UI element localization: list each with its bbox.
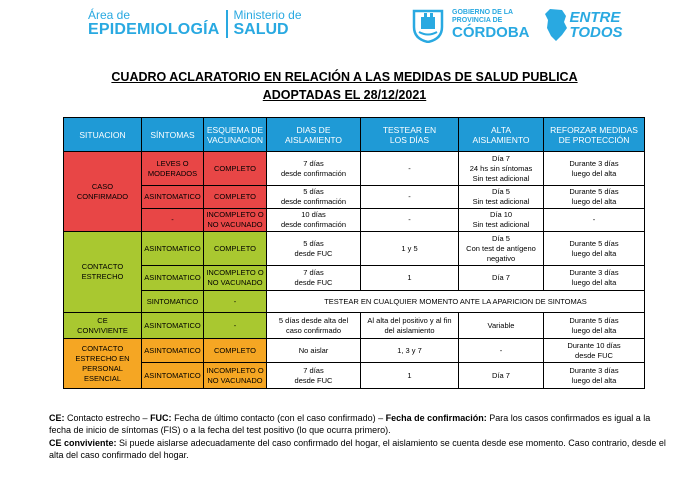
area-label: Área de — [88, 8, 131, 22]
header-dias — [267, 118, 361, 152]
esquema-l2: NO VACUNADO — [207, 375, 263, 385]
footnote-definitions — [49, 412, 669, 436]
table-row — [64, 313, 645, 339]
dias-l2: desde FUC — [294, 248, 333, 258]
conviviente-label-l1: CE — [97, 315, 108, 325]
sintomas-cell: ASINTOMATICO — [142, 232, 204, 266]
header-dias-l2: AISLAMIENTO — [285, 134, 342, 145]
ref-l2: luego del alta — [571, 325, 617, 335]
fuc-text: Fecha de último contacto (con el caso confirmado) – — [171, 413, 386, 423]
esquema-l1: INCOMPLETO O — [206, 365, 264, 375]
testear-cell: - — [361, 152, 459, 186]
table-row — [64, 339, 645, 363]
alta-l2: 24 hs sin síntomas — [469, 163, 533, 173]
alta-cell: - — [459, 339, 544, 363]
esquema-l1: INCOMPLETO O — [206, 268, 264, 277]
dias-l1: 7 días — [303, 268, 324, 277]
caso-label-l2: CONFIRMADO — [76, 191, 129, 201]
reforzar-cell — [544, 266, 645, 291]
ref-l1: Durante 3 días — [569, 268, 619, 277]
cordoba-logo — [410, 7, 623, 43]
header-testear-l2: LOS DÍAS — [389, 134, 430, 145]
sintomas-cell: ASINTOMATICO — [142, 363, 204, 389]
ref-l1: Durante 10 días — [567, 340, 621, 350]
header-dias-l1: DIAS DE — [296, 124, 331, 135]
salud-label: SALUD — [233, 21, 289, 38]
table-row — [64, 291, 645, 313]
ministerio-label: Ministerio de — [233, 8, 302, 22]
dias-cell — [267, 186, 361, 209]
situacion-personal-esencial — [64, 339, 142, 389]
alta-cell — [459, 232, 544, 266]
sintomas-cell — [142, 152, 204, 186]
alta-cell — [459, 152, 544, 186]
dias-cell — [267, 313, 361, 339]
ref-l1: Durante 5 días — [569, 187, 619, 196]
ref-l1: Durante 3 días — [569, 158, 619, 168]
testear-cell: - — [361, 186, 459, 209]
conviviente-label-l2: CONVIVIENTE — [77, 325, 128, 335]
fecha-confirmacion-label: Fecha de confirmación: — [385, 413, 487, 423]
esencial-label-l4: ESENCIAL — [83, 373, 122, 383]
alta-l2: Sin test adicional — [472, 220, 530, 229]
table-row — [64, 209, 645, 232]
testear-cell: - — [361, 209, 459, 232]
sintomas-l2: MODERADOS — [147, 168, 198, 178]
contacto-label-l2: ESTRECHO — [81, 272, 124, 281]
alta-cell — [459, 186, 544, 209]
dias-l2: desde FUC — [294, 278, 333, 287]
entre-label: ENTRE — [569, 9, 621, 26]
header-alta-l2: AISLAMIENTO — [472, 134, 530, 145]
dias-cell — [267, 363, 361, 389]
dias-l1: 5 días — [303, 238, 324, 248]
alta-cell: Variable — [459, 313, 544, 339]
esquema-l1: INCOMPLETO O — [206, 210, 264, 219]
epidemiologia-logo — [88, 9, 302, 38]
esquema-cell — [204, 266, 267, 291]
alta-l1: Día 5 — [492, 187, 510, 196]
header-testear-l1: TESTEAR EN — [382, 124, 437, 135]
table-row — [64, 152, 645, 186]
alta-cell — [459, 209, 544, 232]
dias-l1: 5 días — [303, 187, 324, 196]
caso-label-l1: CASO — [91, 181, 114, 191]
dias-l1: 7 días — [303, 158, 324, 168]
dias-l2: desde confirmación — [280, 220, 347, 229]
esquema-cell: COMPLETO — [204, 232, 267, 266]
ref-l2: luego del alta — [571, 248, 617, 258]
situacion-caso-confirmado — [64, 152, 142, 232]
ref-l2: luego del alta — [571, 168, 617, 178]
esencial-label-l3: PERSONAL — [82, 363, 123, 373]
gobierno-label: GOBIERNO DE LA — [452, 9, 514, 16]
header-alta-l1: ALTA — [491, 124, 511, 135]
sintomas-cell: ASINTOMATICO — [142, 313, 204, 339]
ref-l2: desde FUC — [575, 350, 613, 360]
ref-l1: Durante 3 días — [569, 365, 619, 375]
testear-l1: Al alta del positivo y al fin — [367, 315, 452, 325]
footnote-conviviente — [49, 437, 669, 461]
esencial-label-l2: ESTRECHO EN — [75, 353, 130, 363]
dias-cell — [267, 232, 361, 266]
dias-l1: 7 días — [303, 365, 324, 375]
ref-l1: Durante 5 días — [569, 315, 619, 325]
testear-cell: 1, 3 y 7 — [361, 339, 459, 363]
esquema-l2: NO VACUNADO — [207, 220, 263, 229]
epidemiologia-label: EPIDEMIOLOGÍA — [88, 21, 220, 38]
reforzar-cell — [544, 186, 645, 209]
header-reforzar — [544, 118, 645, 152]
header-alta — [459, 118, 544, 152]
esquema-cell: - — [204, 313, 267, 339]
esquema-cell — [204, 363, 267, 389]
dias-cell — [267, 152, 361, 186]
ref-l1: Durante 5 días — [569, 238, 619, 248]
cordoba-map-icon — [544, 8, 568, 42]
document-title-line1: CUADRO ACLARATORIO EN RELACIÓN A LAS MEDIDAS DE SALUD PUBLICA — [111, 70, 578, 84]
dias-l1: 5 días desde alta del — [278, 315, 349, 325]
cordoba-shield-icon — [410, 7, 446, 43]
page-header — [0, 0, 689, 60]
header-reforzar-l2: DE PROTECCIÓN — [558, 134, 630, 145]
header-esquema — [204, 118, 267, 152]
reforzar-cell — [544, 363, 645, 389]
testear-cell — [361, 313, 459, 339]
dias-cell — [267, 266, 361, 291]
provincia-label: PROVINCIA DE — [452, 17, 503, 24]
situacion-contacto-estrecho — [64, 232, 142, 313]
dias-l2: desde confirmación — [280, 168, 347, 178]
table-row — [64, 232, 645, 266]
sintomas-l1: LEVES O — [156, 158, 189, 168]
alta-l2: Sin test adicional — [472, 197, 530, 206]
header-situacion: SITUACION — [64, 118, 142, 152]
sintomas-cell: ASINTOMATICO — [142, 186, 204, 209]
alta-cell: Día 7 — [459, 266, 544, 291]
testear-cell: 1 — [361, 363, 459, 389]
header-esquema-l2: VACUNACION — [206, 134, 264, 145]
header-testear — [361, 118, 459, 152]
logo-divider — [226, 10, 228, 38]
sintomas-cell: ASINTOMATICO — [142, 339, 204, 363]
situacion-ce-conviviente — [64, 313, 142, 339]
testear-cell: 1 — [361, 266, 459, 291]
conviviente-note-label: CE conviviente: — [49, 438, 117, 448]
dias-cell — [267, 209, 361, 232]
ce-text: Contacto estrecho – — [64, 413, 151, 423]
dias-l2: desde confirmación — [280, 197, 347, 206]
esquema-l2: NO VACUNADO — [207, 278, 263, 287]
reforzar-cell: - — [544, 209, 645, 232]
dias-cell: No aislar — [267, 339, 361, 363]
reforzar-cell — [544, 232, 645, 266]
testear-cell: 1 y 5 — [361, 232, 459, 266]
table-row — [64, 363, 645, 389]
alta-l1: Día 5 — [492, 233, 510, 243]
alta-l1: Día 10 — [489, 210, 513, 219]
ref-l2: luego del alta — [571, 278, 617, 287]
dias-l2: caso confirmado — [285, 325, 342, 335]
reforzar-cell — [544, 152, 645, 186]
table-header-row — [64, 118, 645, 152]
dias-l2: desde FUC — [294, 375, 333, 385]
document-title-line2: ADOPTADAS EL 28/12/2021 — [262, 88, 427, 102]
cordoba-label: CÓRDOBA — [452, 24, 530, 41]
table-row — [64, 186, 645, 209]
todos-label: TODOS — [569, 24, 623, 41]
alta-l2: Con test de antígeno — [466, 243, 536, 253]
merged-instruction-cell: TESTEAR EN CUALQUIER MOMENTO ANTE LA APARICION DE SINTOMAS — [267, 291, 645, 313]
esquema-cell: COMPLETO — [204, 152, 267, 186]
fuc-label: FUC: — [150, 413, 172, 423]
header-sintomas: SÍNTOMAS — [142, 118, 204, 152]
alta-cell: Día 7 — [459, 363, 544, 389]
esencial-label-l1: CONTACTO — [81, 343, 124, 353]
table-row — [64, 266, 645, 291]
testear-l2: del aislamiento — [384, 325, 435, 335]
esquema-cell — [204, 209, 267, 232]
sintomas-cell: SINTOMATICO — [142, 291, 204, 313]
reforzar-cell — [544, 313, 645, 339]
conviviente-note-text: Si puede aislarse adecuadamente del caso confirmado del hogar, el aislamiento se cuenta desde ese momento. Caso contrario, desde el alta del caso confirmado del hogar. — [49, 438, 666, 460]
sintomas-cell: ASINTOMATICO — [142, 266, 204, 291]
alta-l3: negativo — [486, 253, 516, 263]
reforzar-cell — [544, 339, 645, 363]
ce-label: CE: — [49, 413, 65, 423]
esquema-cell: COMPLETO — [204, 339, 267, 363]
contacto-label-l1: CONTACTO — [81, 262, 124, 271]
ref-l2: luego del alta — [571, 197, 617, 206]
header-reforzar-l1: REFORZAR MEDIDAS — [550, 124, 638, 135]
footnotes — [49, 412, 669, 462]
header-esquema-l1: ESQUEMA DE — [206, 124, 264, 135]
sintomas-cell: - — [142, 209, 204, 232]
alta-l1: Día 7 — [492, 153, 510, 163]
fecha-confirmacion-text: Para los casos confirmados es igual a la fecha de inicio de síntomas (FIS) o a la fecha del test positivo (lo que ocurra primero). — [49, 413, 651, 435]
dias-l1: 10 días — [301, 210, 326, 219]
ref-l2: luego del alta — [571, 375, 617, 385]
esquema-cell: - — [204, 291, 267, 313]
measures-table — [63, 117, 645, 389]
esquema-cell: COMPLETO — [204, 186, 267, 209]
alta-l3: Sin test adicional — [472, 173, 530, 183]
